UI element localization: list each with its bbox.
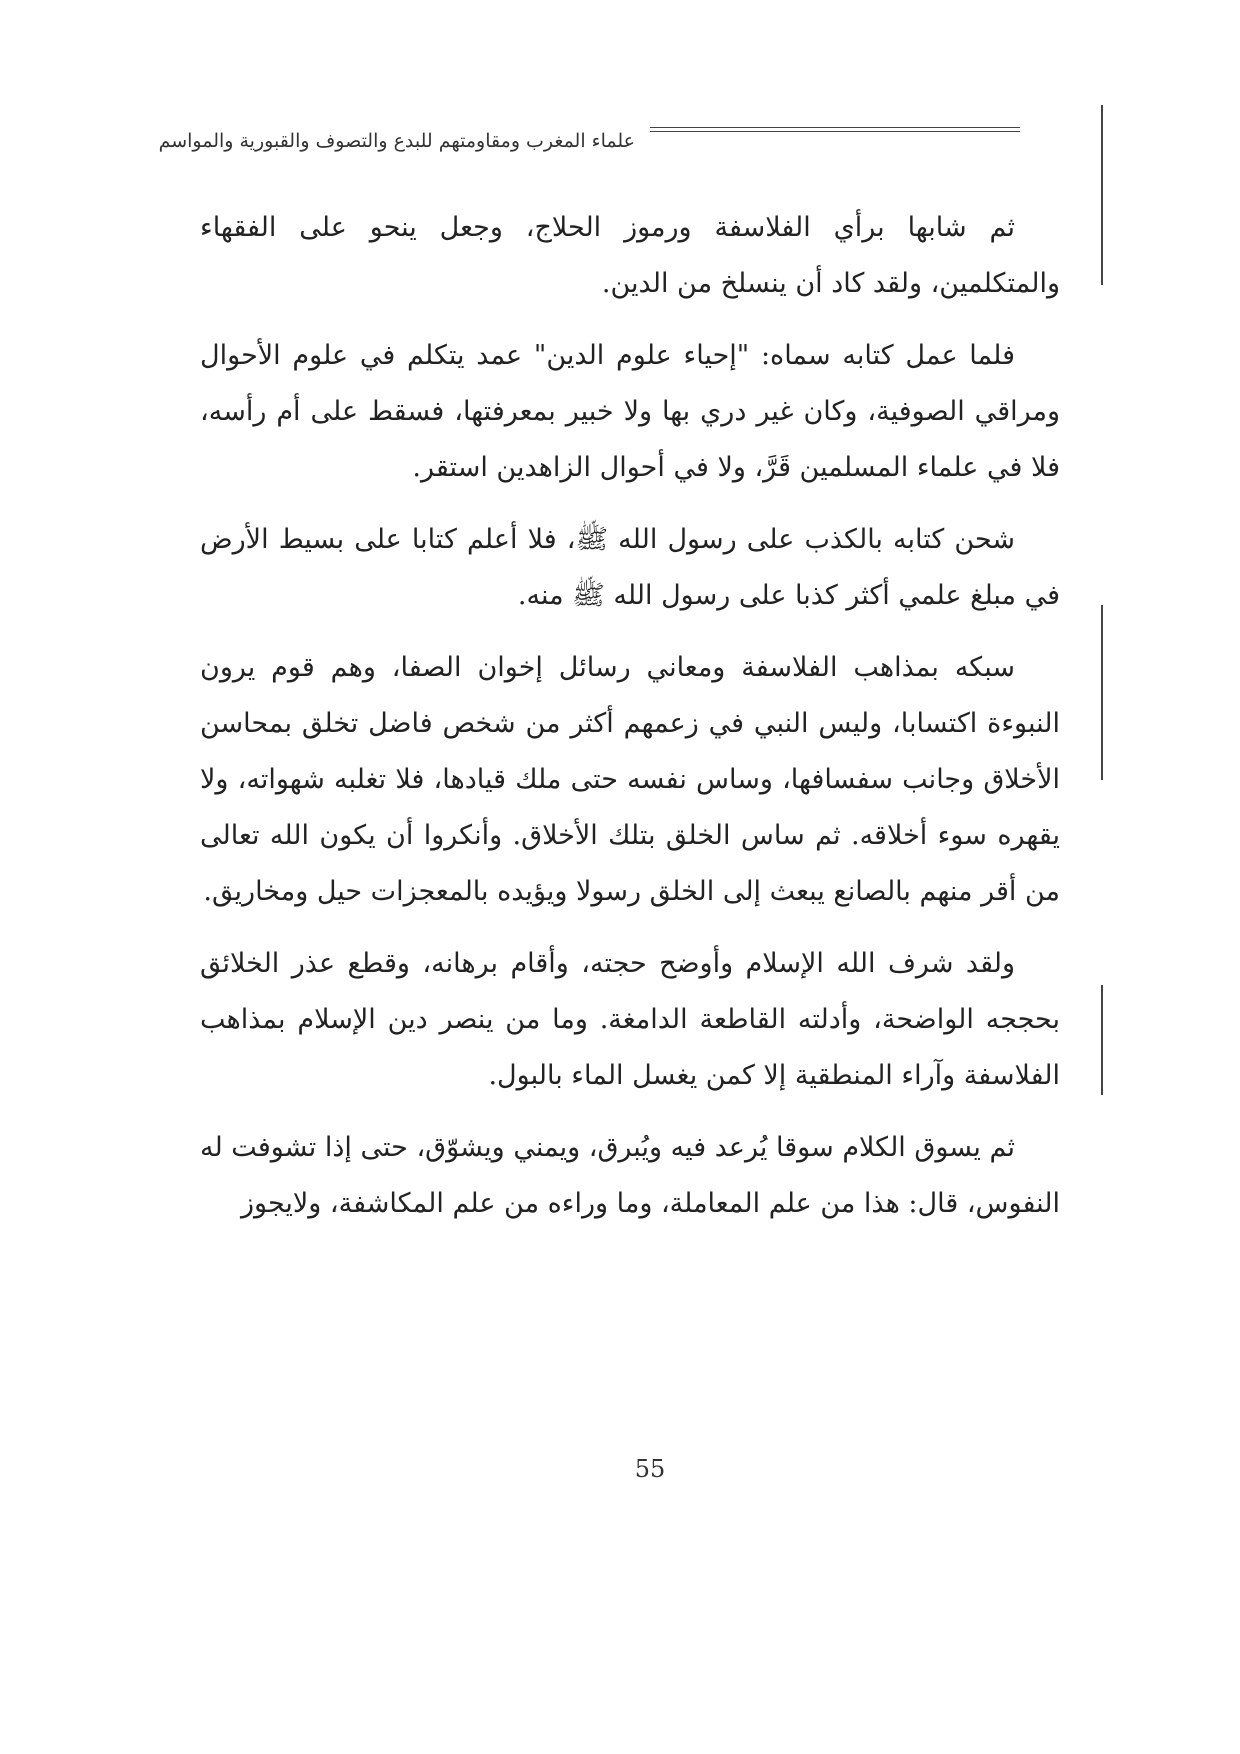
body-text (200, 200, 1060, 1248)
paragraph: ولقد شرف الله الإسلام وأوضح حجته، وأقام برهانه، وقطع عذر الخلائق بحججه الواضحة، وأدلته القاطعة الدامغة. وما من ينصر دين الإسلام بمذاهب الفلاسفة وآراء المنطقية إلا كمن يغسل الماء بالبول. (200, 948, 1060, 1091)
paragraph: ثم يسوق الكلام سوقا يُرعد فيه ويُبرق، ويمني ويشوّق، حتى إذا تشوفت له النفوس، قال: هذا من علم المعاملة، وما وراءه من علم المكاشفة، ولايجوز (200, 1132, 1060, 1219)
running-header-title: علماء المغرب ومقاومتهم للبدع والتصوف والقبورية والمواسم (158, 130, 635, 152)
paragraph: فلما عمل كتابه سماه: "إحياء علوم الدين" عمد يتكلم في علوم الأحوال ومراقي الصوفية، وكان غير دري بها ولا خبير بمعرفتها، فسقط على أم رأسه، فلا في علماء المسلمين قَرَّ، ولا في أحوال الزاهدين استقر. (200, 340, 1060, 483)
header-rule-line (650, 127, 1020, 128)
margin-vertical-rule (1101, 985, 1103, 1095)
paragraph: سبكه بمذاهب الفلاسفة ومعاني رسائل إخوان الصفا، وهم قوم يرون النبوءة اكتسابا، وليس النبي في زعمهم أكثر من شخص فاضل تخلق بمحاسن الأخلاق وجانب سفسافها، وساس نفسه حتى ملك قيادها، فلا تغلبه شهواته، ولا يقهره سوء أخلاقه. ثم ساس الخلق بتلك الأخلاق. وأنكروا أن يكون الله تعالى من أقر منهم بالصانع يبعث إلى الخلق رسولا ويؤيده بالمعجزات حيل ومخاريق. (200, 652, 1060, 907)
paragraph: ثم شابها برأي الفلاسفة ورموز الحلاج، وجعل ينحو على الفقهاء والمتكلمين، ولقد كاد أن ينسلخ من الدين. (200, 212, 1060, 299)
running-header (158, 118, 1025, 168)
page-number: 55 (634, 1455, 666, 1483)
paragraph: شحن كتابه بالكذب على رسول الله ﷺ، فلا أعلم كتابا على بسيط الأرض في مبلغ علمي أكثر كذبا على رسول الله ﷺ منه. (200, 524, 1060, 611)
margin-vertical-rule (1101, 105, 1103, 285)
header-rule-line-double (650, 131, 1020, 132)
margin-vertical-rule (1101, 605, 1103, 780)
